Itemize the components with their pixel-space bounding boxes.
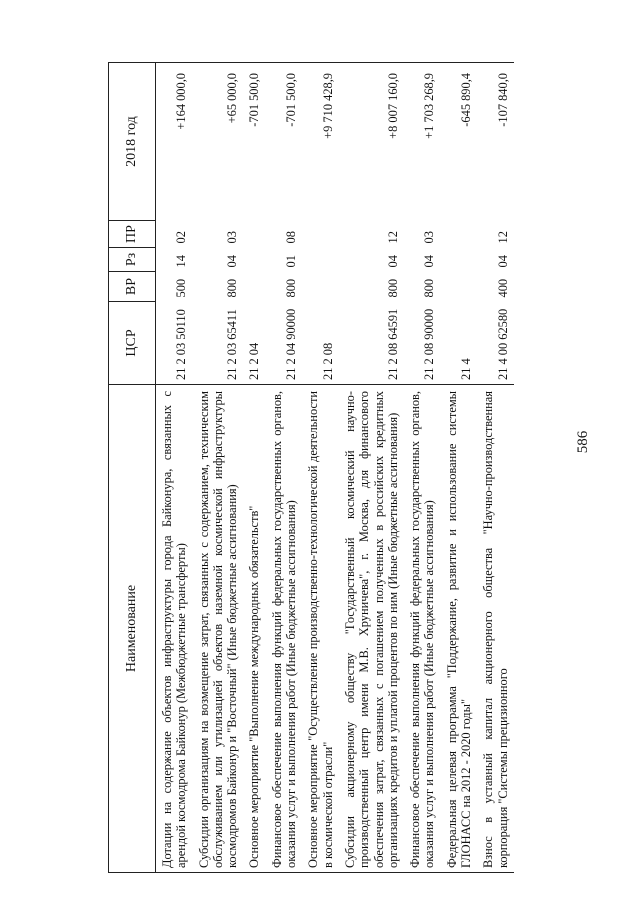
row-vr: 800 [284, 278, 299, 298]
header-rz: Рз [109, 248, 156, 272]
row-csr: 21 2 04 90000 [284, 308, 299, 380]
table-row [477, 63, 514, 873]
row-vr: 500 [174, 278, 189, 298]
row-vr [441, 272, 478, 302]
row-csr: 21 4 00 62580 [495, 308, 510, 380]
row-amount: -645 890,4 [441, 63, 478, 221]
header-year: 2018 год [109, 63, 156, 221]
row-rz [441, 248, 478, 272]
row-csr: 21 2 08 [320, 342, 335, 380]
row-csr: 21 2 08 64591 [385, 308, 400, 380]
row-vr [243, 272, 265, 302]
row-pr [441, 221, 478, 248]
row-name: Дотации на содержание объектов инфраструктуры города Байконура, связанных с арендой космодрома Байконур (Межбюджетные трансферты) [156, 385, 193, 873]
row-amount: +1 703 268,9 [404, 63, 441, 221]
row-vr [302, 272, 339, 302]
row-amount: +8 007 160,0 [339, 63, 404, 221]
row-pr: 03 [225, 231, 240, 244]
table-row [441, 63, 478, 873]
row-pr: 02 [174, 231, 189, 244]
row-name: Основное мероприятие "Осуществление производственно-технологической деятельности в космической отрасли" [302, 385, 339, 873]
page-number: 586 [575, 430, 591, 454]
row-rz: 04 [225, 255, 240, 268]
table-row [266, 63, 303, 873]
header-name: Наименование [109, 385, 156, 873]
row-amount: +9 710 428,9 [302, 63, 339, 221]
row-amount: +65 000,0 [193, 63, 244, 221]
row-amount: +164 000,0 [156, 63, 193, 221]
row-pr: 12 [385, 231, 400, 244]
row-name: Субсидии организациям на возмещение затрат, связанных с содержанием, техническим обслуживанием или утилизацией объектов наземной космической инфраструктуры космодромов Байконур и "Восточный" (Иные бюджетные ассигнования) [193, 385, 244, 873]
row-amount: -701 500,0 [266, 63, 303, 221]
header-row [109, 63, 156, 873]
table-row [339, 63, 404, 873]
row-name: Взнос в уставный капитал акционерного общества "Научно-производственная корпорация "Системы прецизионного [477, 385, 514, 873]
table-row [302, 63, 339, 873]
table-row [193, 63, 244, 873]
header-vr: ВР [109, 272, 156, 302]
row-vr: 800 [385, 278, 400, 298]
table-row [243, 63, 265, 873]
row-name: Финансовое обеспечение выполнения функций федеральных государственных органов, оказания услуг и выполнения работ (Иные бюджетные ассигнования) [266, 385, 303, 873]
row-pr: 12 [495, 231, 510, 244]
row-rz: 04 [422, 255, 437, 268]
row-csr: 21 4 [459, 358, 474, 380]
row-vr: 800 [225, 278, 240, 298]
header-pr: ПР [109, 221, 156, 248]
row-rz: 14 [174, 255, 189, 268]
row-pr [243, 221, 265, 248]
row-amount: -107 840,0 [477, 63, 514, 221]
table-row [156, 63, 193, 873]
budget-table-container [108, 63, 556, 873]
row-rz [302, 248, 339, 272]
row-vr: 400 [495, 278, 510, 298]
row-csr: 21 2 04 [247, 342, 262, 380]
row-csr: 21 2 03 50110 [174, 309, 189, 380]
row-amount: -701 500,0 [243, 63, 265, 221]
row-name: Федеральная целевая программа "Поддержание, развитие и использование системы ГЛОНАСС на 2012 - 2020 годы" [441, 385, 478, 873]
table-row [404, 63, 441, 873]
row-csr: 21 2 08 90000 [422, 308, 437, 380]
row-rz: 04 [385, 255, 400, 268]
budget-table [108, 62, 514, 873]
row-pr: 08 [284, 231, 299, 244]
row-name: Субсидии акционерному обществу "Государственный космический научно-производственный центр имени М.В. Хруничева", г. Москва, для финансового обеспечения затрат, связанных с погашением полученных в российских кредитных организациях кредитов и уплатой процентов по ним (Иные бюджетные ассигнования) [339, 385, 404, 873]
row-rz: 04 [495, 255, 510, 268]
header-csr: ЦСР [109, 302, 156, 385]
row-vr: 800 [422, 278, 437, 298]
row-pr [302, 221, 339, 248]
row-rz [243, 248, 265, 272]
row-rz: 01 [284, 255, 299, 268]
row-name: Финансовое обеспечение выполнения функций федеральных государственных органов, оказания услуг и выполнения работ (Иные бюджетные ассигнования) [404, 385, 441, 873]
row-pr: 03 [422, 231, 437, 244]
row-csr: 21 2 03 65411 [225, 309, 240, 380]
row-name: Основное мероприятие "Выполнение международных обязательств" [243, 385, 265, 873]
